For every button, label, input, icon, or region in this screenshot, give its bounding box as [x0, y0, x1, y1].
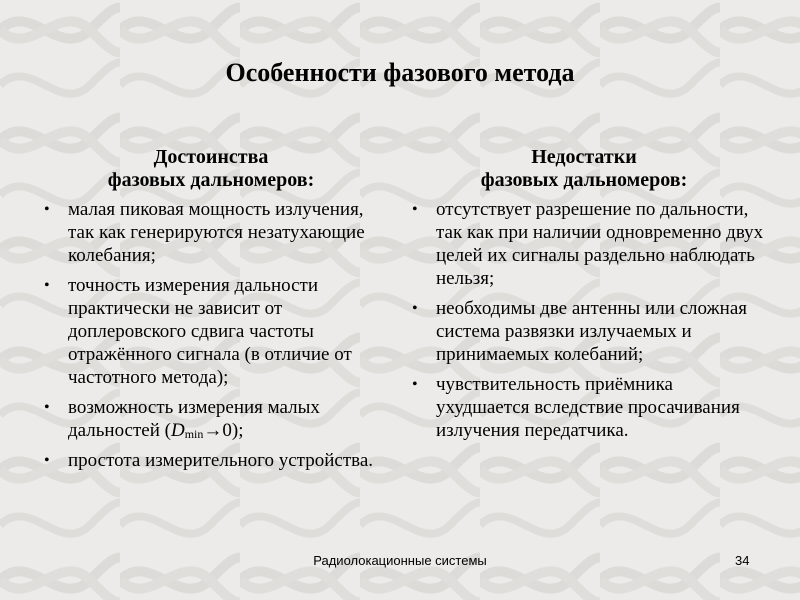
disadvantages-header-line1: Недостатки: [531, 146, 637, 168]
page-number: 34: [735, 553, 750, 568]
list-item-text-before: возможность измерения малых дальностей (: [68, 397, 320, 441]
list-item-text: необходимы две антенны или сложная система развязки излучаемых и принимаемых колебаний;: [436, 298, 748, 365]
bullet-icon: •: [412, 201, 418, 218]
list-item: [30, 198, 392, 267]
advantages-header: [30, 146, 392, 192]
footer-course-title: Радиолокационные системы: [313, 553, 487, 568]
list-item: [398, 198, 770, 290]
bullet-icon: •: [44, 399, 50, 416]
list-item-text: точность измерения дальности практически не зависит от доплеровского сдвига частоты отражённого сигнала (в отличие от частотного метода);: [68, 275, 352, 388]
list-item: [398, 373, 770, 442]
bullet-icon: •: [44, 452, 50, 469]
advantages-column: [30, 146, 392, 479]
list-item-text: малая пиковая мощность излучения, так как генерируются незатухающие колебания;: [68, 199, 365, 266]
bullet-icon: •: [412, 300, 418, 317]
advantages-header-line2: фазовых дальномеров:: [107, 169, 315, 191]
bullet-icon: •: [44, 201, 50, 218]
distance-subscript: min: [184, 427, 204, 441]
list-item-text-after: →0);: [203, 420, 244, 441]
list-item: [30, 396, 392, 442]
bullet-icon: •: [412, 376, 418, 393]
list-item-text: чувствительность приёмника ухудшается вследствие просачивания излучения передатчика.: [436, 374, 740, 441]
list-item-text: простота измерительного устройства.: [68, 450, 374, 471]
slide-title: Особенности фазового метода: [225, 58, 575, 87]
list-item-text: отсутствует разрешение по дальности, так как при наличии одновременно двух целей их сигналы раздельно наблюдать нельзя;: [436, 199, 764, 289]
disadvantages-header-line2: фазовых дальномеров:: [480, 169, 688, 191]
list-item: [398, 297, 770, 366]
disadvantages-header: [398, 146, 770, 192]
bullet-icon: •: [44, 277, 50, 294]
list-item: [30, 274, 392, 389]
list-item-text: [68, 397, 320, 441]
advantages-list: [30, 198, 392, 472]
disadvantages-list: [398, 198, 770, 442]
advantages-header-line1: Достоинства: [153, 146, 269, 168]
disadvantages-column: [398, 146, 770, 449]
list-item: [30, 449, 392, 472]
distance-variable: D: [170, 420, 185, 441]
